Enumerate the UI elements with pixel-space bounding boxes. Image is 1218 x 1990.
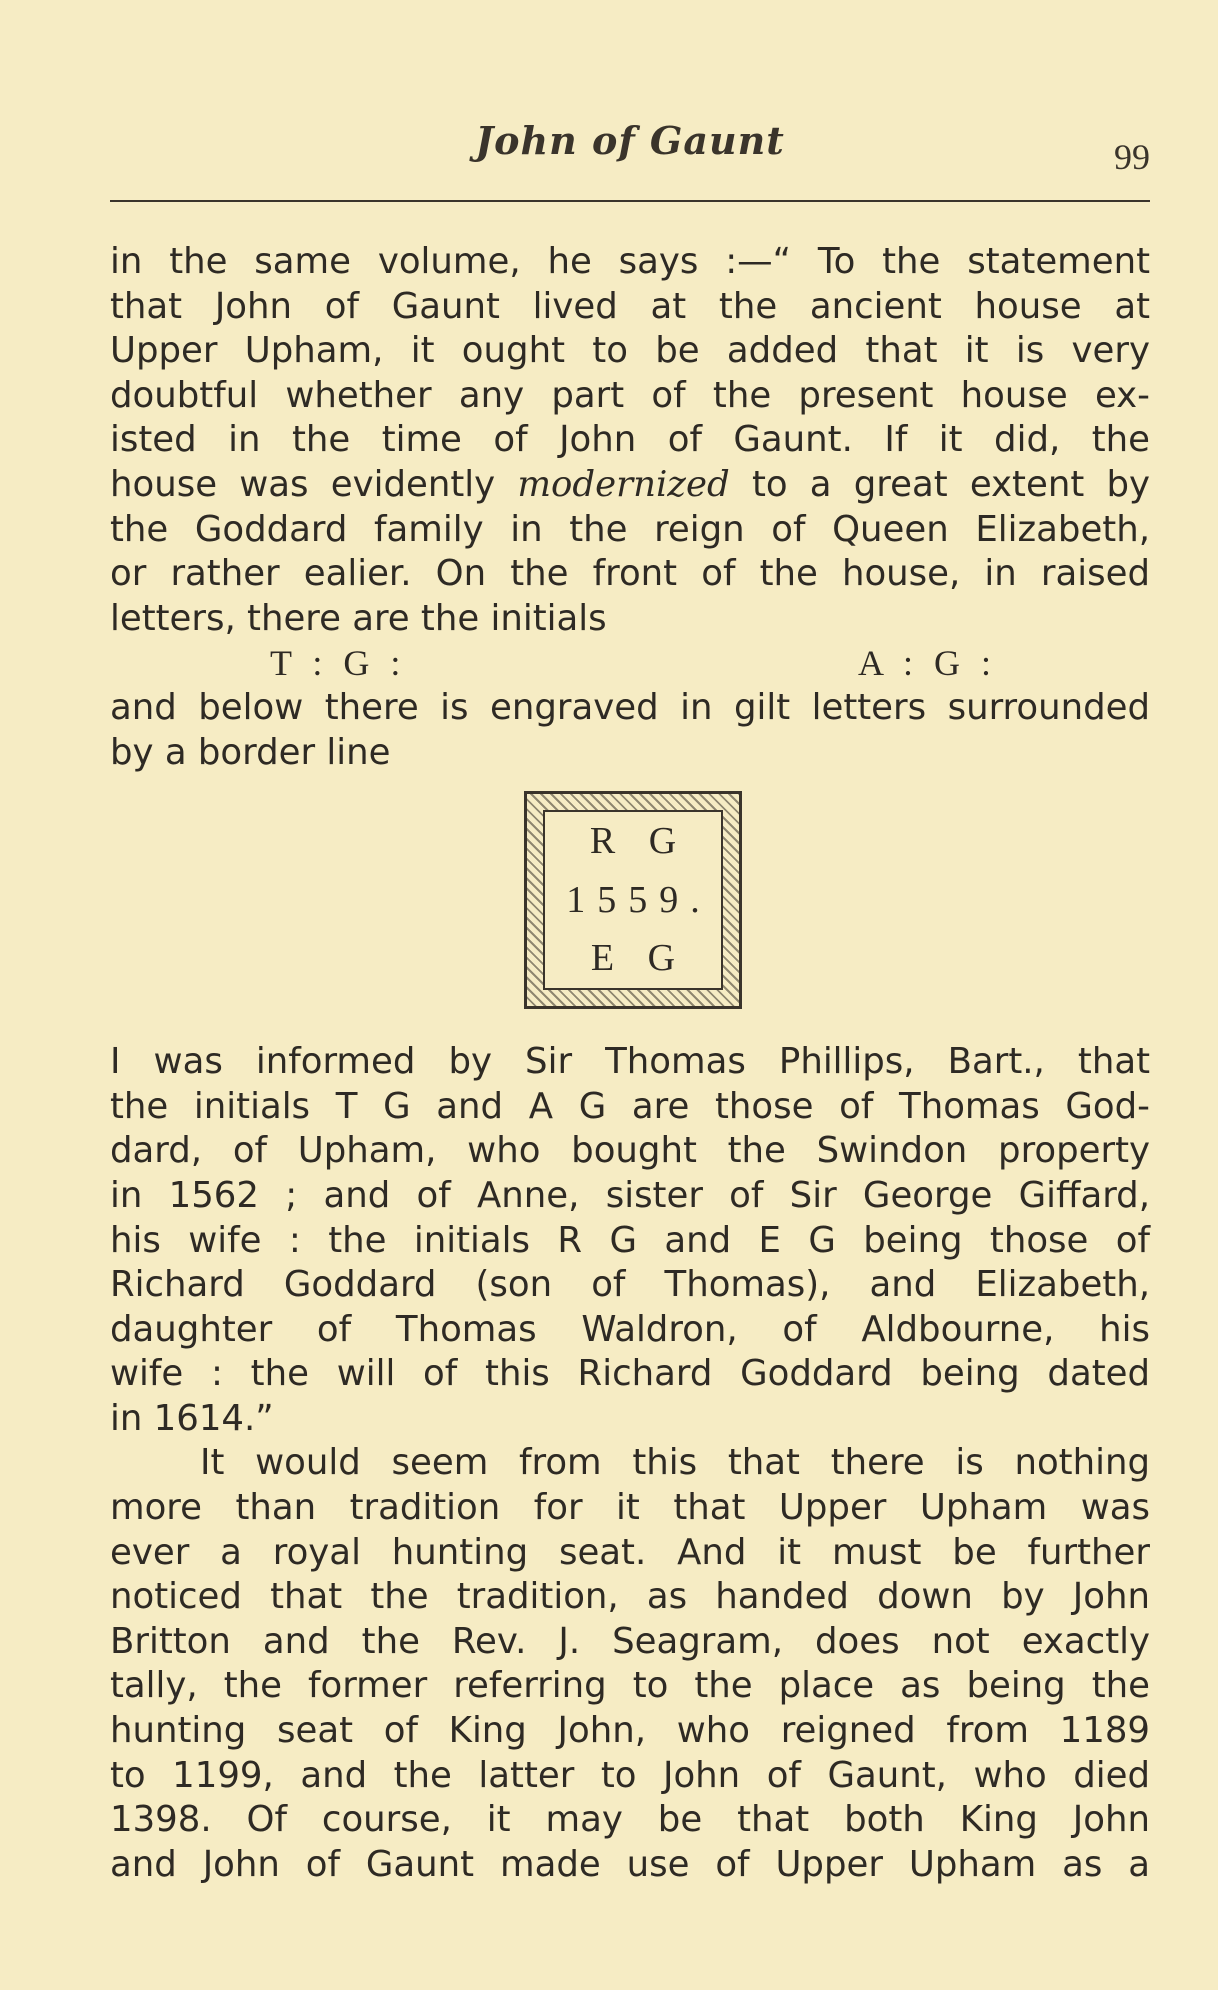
italic-word: modernized [517,463,730,505]
initials-left: T : G : [270,643,407,684]
plaque-line: E G [590,937,688,980]
text-line: isted in the time of John of Gaunt. If it did, the [110,419,1150,461]
running-title: John of Gaunt [475,118,785,163]
text-line: dard, of Upham, who bought the Swindon property [110,1130,1150,1172]
text-line: Britton and the Rev. J. Seagram, does not exactly [110,1620,1150,1662]
text-line: in the same volume, he says :—“ To the statement [110,241,1150,282]
header-rule [110,200,1150,202]
text-line: to 1199, and the latter to John of Gaunt, who died [110,1754,1150,1796]
text-line: I was informed by Sir Thomas Phillips, Bart., that [110,1041,1150,1083]
text-line: the initials T G and A G are those of Thomas God- [110,1085,1150,1127]
text-line: that John of Gaunt lived at the ancient house at [110,285,1150,327]
page-number: 99 [1114,137,1150,177]
text-line: It would seem from this that there is nothing [200,1442,1150,1484]
plaque-figure [110,775,1150,1040]
text-line: daughter of Thomas Waldron, of Aldbourne, his [110,1308,1150,1350]
text-line: 1398. Of course, it may be that both King John [110,1799,1150,1841]
text-line: Richard Goddard (son of Thomas), and Elizabeth, [110,1264,1150,1306]
initials-row [110,641,1150,686]
text-fragment: house was evidently [110,463,518,505]
plaque-line: 1559. [566,878,712,921]
text-line: in 1614.” [110,1397,274,1439]
text-line: more than tradition for it that Upper Upham was [110,1487,1150,1529]
text-line: the Goddard family in the reign of Queen Elizabeth, [110,508,1150,550]
text-line: tally, the former referring to the place as being the [110,1665,1150,1707]
text-line: by a border line [110,731,391,773]
text-line: and John of Gaunt made use of Upper Upham as a [110,1843,1150,1885]
running-head [110,118,1150,178]
body-text [110,240,1150,1887]
text-line: hunting seat of King John, who reigned from 1189 [110,1710,1150,1752]
text-line: and below there is engraved in gilt letters surrounded [110,686,1150,728]
text-line: his wife : the initials R G and E G being those of [110,1219,1150,1261]
plaque-inscription [543,810,723,990]
text-line: Upper Upham, it ought to be added that it is very [110,330,1150,372]
engraved-plaque [524,791,742,1009]
text-line: ever a royal hunting seat. And it must be further [110,1531,1150,1573]
text-line: letters, there are the initials [110,597,607,639]
text-fragment: to a great extent by [729,463,1150,505]
text-line: noticed that the tradition, as handed down by John [110,1576,1150,1618]
text-line: in 1562 ; and of Anne, sister of Sir George Giffard, [110,1174,1150,1216]
text-line: or rather ealier. On the front of the house, in raised [110,553,1150,595]
text-line: wife : the will of this Richard Goddard being dated [110,1353,1150,1395]
plaque-line: R G [589,820,689,863]
initials-right: A : G : [858,643,998,684]
text-line: doubtful whether any part of the present house ex- [110,374,1150,416]
text-line-with-italic [110,463,1150,508]
